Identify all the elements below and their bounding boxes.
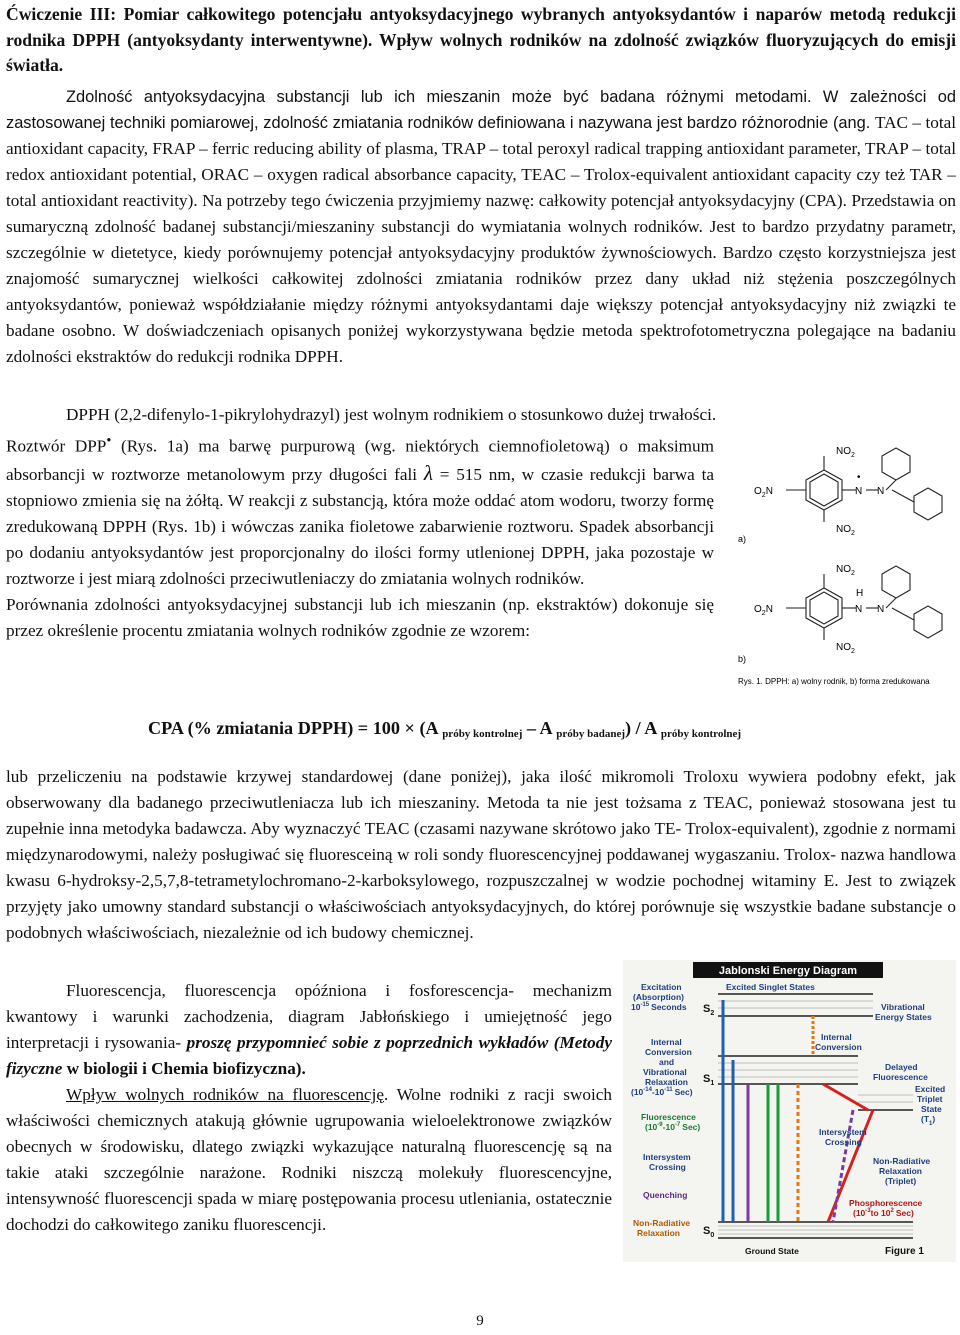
picryl-ring-a [806, 470, 842, 510]
quenching-label: Quenching [643, 1190, 688, 1200]
radicals-text: . Wolne rodniki z racji swoich właściwości chemicznych atakują głównie ugrupowania wieloelektronowe związków obecnych w środowisku, dlatego związki wykazujące naturalną fluorescencję są na takie ataki szczególnie narażone. Rodniki niszczą molekuły fluorescencyjne, intensywność fluorescencji spada w miarę postępowania procesu utleniania, ostatecznie dochodzi do całkowitego zaniku fluorescencji. [6, 1085, 612, 1234]
o2n-b: $O_2N$ [754, 604, 773, 617]
fluorescence-text-a: Fluorescencja, fluorescencja opóźniona i fosforescencja- mechanizm kwantowy i warunki zachodzenia, diagram Jabłońskiego i umiejętność jego interpretacji i rysowania- [6, 981, 612, 1052]
no2-bottom-b: $NO_2$ [836, 642, 855, 655]
n-atom-a2: N [877, 486, 885, 497]
formula-end: ) / A [625, 718, 661, 738]
internal-conversion-2-label: Internal Conversion [815, 1032, 862, 1052]
paragraph-radicals [6, 1082, 612, 1238]
ground-state-label: Ground State [745, 1246, 799, 1256]
no2-bottom-a: $NO_2$ [836, 524, 855, 537]
label-a: a) [738, 534, 747, 544]
formula-sub-control: próby kontrolnej [442, 728, 523, 740]
dpph-text-a: Roztwór DPP [6, 436, 107, 456]
lambda-symbol: λ [423, 460, 433, 485]
radicals-underlined: Wpływ wolnych rodników na fluorescencję [66, 1085, 384, 1104]
paragraph-trolox: lub przeliczeniu na podstawie krzywej standardowej (dane poniżej), jaka ilość mikromoli Troloxu wywiera podobny efekt, jak obserwowany dla badanego przeciwutleniacza lub ich mieszaniny. Metoda ta nie jest tożsama z TEAC, ponieważ stosowana jest tu zupełnie inna metodyka badawcza. Aby wyznaczyć TEAC (czasami nazywane skrótowo jako TE- Trolox-equivalent), zgodnie z normami międzynarodowymi, należy posługiwać się fluoresceiną w roli sondy fluorescencyjnej poddawanej wygaszaniu. Trolox- nazwa handlowa kwasu 6-hydroksy-2,5,7,8-tetrametylochromano-2-karboksylowego, rozpuszczalnej w wodzie pochodnej witaminy E. Jest to związek przyjęty jako umowny standard substancji o właściwościach antyoksydacyjnych, do której porównuje się wszystkie badane substancje o podobnych właściwościach, niezależnie od ich budowy chemicznej. [6, 767, 956, 942]
n-atom-a1: N [855, 486, 863, 497]
no2-top-b: $NO_2$ [836, 564, 855, 577]
vibrational-label: Vibrational Energy States [875, 1002, 932, 1022]
fluorescence-text-b: w biologii i Chemia biofizyczna). [62, 1059, 306, 1078]
jablonski-diagram [623, 960, 956, 1262]
internal-conversion-label: Internal Conversion and Vibrational Relaxation ($10^{-14}-10^{-11}$ Sec) [631, 1037, 693, 1097]
dpph-text-b: (Rys. 1a) ma barwę purpurową (wg. niektórych ciemnofioletową) o maksimum absorbancji w roztworze metanolowym przy długości fali [6, 436, 714, 484]
dpph-structure-figure [736, 432, 956, 697]
phenyl-ring-a1 [882, 448, 910, 480]
excited-triplet-label: Excited Triplet State $(T_1)$ [915, 1084, 946, 1127]
h-atom-b: H [856, 588, 864, 599]
paragraph-intro [6, 84, 956, 370]
s0-label: $S_0$ [703, 1225, 715, 1239]
picryl-ring-a-inner [810, 474, 838, 506]
formula-sub-control-2: próby kontrolnej [660, 728, 742, 740]
delayed-fluorescence-label: Delayed Fluorescence [873, 1062, 928, 1082]
figure1-caption: Rys. 1. DPPH: a) wolny rodnik, b) forma zredukowana [738, 677, 930, 686]
picryl-ring-b-inner [810, 592, 838, 624]
paragraph-intro-lead: Zdolność antyoksydacyjna substancji lub ich mieszanin może być badana różnymi metodami. W zależności od zastosowanej techniki pomiarowej, zdolność zmiatania rodników definiowana i nazywana jest bardzo różnorodnie (ang. [6, 88, 956, 132]
formula-sub-sample: próby badanej [556, 728, 626, 740]
n-atom-b1: N [855, 604, 863, 615]
nonrad-triplet-label: Non-Radiative Relaxation (Triplet) [873, 1156, 931, 1186]
nonrad-label: Non-Radiative Relaxation [633, 1218, 691, 1238]
phenyl-ring-b1 [882, 566, 910, 598]
exercise-heading: Ćwiczenie III: Pomiar całkowitego potencjału antyoksydacyjnego wybranych antyoksydantów i naparów metodą redukcji rodnika DPPH (antyoksydanty interwentywne). Wpływ wolnych rodników na zdolność związków fluoryzujących do emisji światła. [6, 4, 956, 75]
s1-label: $S_1$ [703, 1073, 715, 1087]
dpph-reduced-structure [786, 566, 942, 640]
label-b: b) [738, 654, 747, 664]
picryl-ring-b [806, 588, 842, 628]
n-atom-b2: N [877, 604, 885, 615]
excited-singlet-label: Excited Singlet States [726, 982, 815, 992]
dpph-radical-structure [786, 448, 942, 522]
paragraph-dpph: DPPH (2,2-difenylo-1-pikrylohydrazyl) jest wolnym rodnikiem o stosunkowo dużej trwałości. [66, 405, 717, 424]
dpph-text-c: = 515 nm, w czasie redukcji barwa ta stopniowo zmienia się na żółtą. W reakcji z substancją, która może oddać atom wodoru, tworzy formę zredukowaną DPPH (Rys. 1b) i wówczas zanika fioletowe zabarwienie roztworu. Spadek absorbancji po dodaniu antyoksydantów jest proporcjonalny do ilości formy utlenionej DPPH, jaka pozostaje w roztworze i jest miarą zdolności przeciwutleniaczy do zmiatania wolnych rodników. [6, 464, 714, 588]
s2-label: $S_2$ [703, 1003, 715, 1017]
phenyl-ring-b2 [914, 606, 942, 638]
isc-right-label: Intersystem Crossing [819, 1127, 867, 1147]
fluorescence-emphasis: proszę przypomnieć sobie z poprzednich wykładów (Metody fizyczne [6, 1033, 613, 1078]
figure-label: Figure 1 [885, 1246, 924, 1257]
diagram-title: Jablonski Energy Diagram [718, 965, 858, 977]
excitation-label: Excitation (Absorption) $10^{-15}$ Seconds [631, 982, 687, 1012]
radical-dot-a: • [857, 472, 861, 483]
formula-mid: – A [522, 718, 557, 738]
radical-dot: • [106, 433, 112, 449]
paragraph-dpph-solution [6, 428, 714, 644]
formula-main: CPA (% zmiatania DPPH) = 100 × (A [148, 718, 443, 738]
fluorescence-label: Fluorescence ($10^{-9}-10^{-7}$ Sec) [641, 1112, 701, 1132]
dpph-text-d: Porównania zdolności antyoksydacyjnej substancji lub ich mieszanin (np. ekstraktów) dokonuje się przez określenie procentu zmiatania wolnych rodników zgodnie ze wzorem: [6, 594, 714, 640]
no2-top-a: $NO_2$ [836, 446, 855, 459]
paragraph-intro-rest: TAC – total antioxidant capacity, FRAP – ferric reducing ability of plasma, TRAP – total peroxyl radical trapping antioxidant parameter, TRAP – total redox antioxidant potential, ORAC – oxygen radical absorbance capacity, TEAC – Trolox-equivalent antioxidant capacity czy też TAR – total antioxidant reactivity). Na potrzeby tego ćwiczenia przyjmiemy nazwę: całkowity potencjał antyoksydacyjny (CPA). Przedstawia on sumaryczną zdolność badanej substancji/mieszaniny substancji do wymiatania wolnych rodników. Jest to bardzo przydatny parametr, szczególnie w dietetyce, kiedy porównujemy potencjał antyoksydacyjny produktów żywnościowych. Bardzo często korzystniejsza jest znajomość sumarycznej wielkości całkowitej zdolności zmiatania rodników przez dany układ niż stężenia poszczególnych antyoksydantów, ponieważ współdziałanie między różnymi antyoksydantami daje większy potencjał antyoksydacyjny niż związki te badane osobno. W doświadczeniach opisanych poniżej wykorzystywana będzie metoda spektrofotometryczna polegające na badaniu zdolności ekstraktów do redukcji rodnika DPPH. [6, 113, 957, 366]
o2n-a: $O_2N$ [754, 486, 773, 499]
cpa-formula [148, 718, 908, 740]
isc-left-label: Intersystem Crossing [643, 1152, 691, 1172]
phenyl-ring-a2 [914, 488, 942, 520]
phosphorescence-label: Phosphorescence ($10^{-3}to$ $10^2$ Sec) [849, 1198, 923, 1218]
paragraph-fluorescence [6, 978, 612, 1082]
page-number: 9 [476, 1313, 484, 1329]
